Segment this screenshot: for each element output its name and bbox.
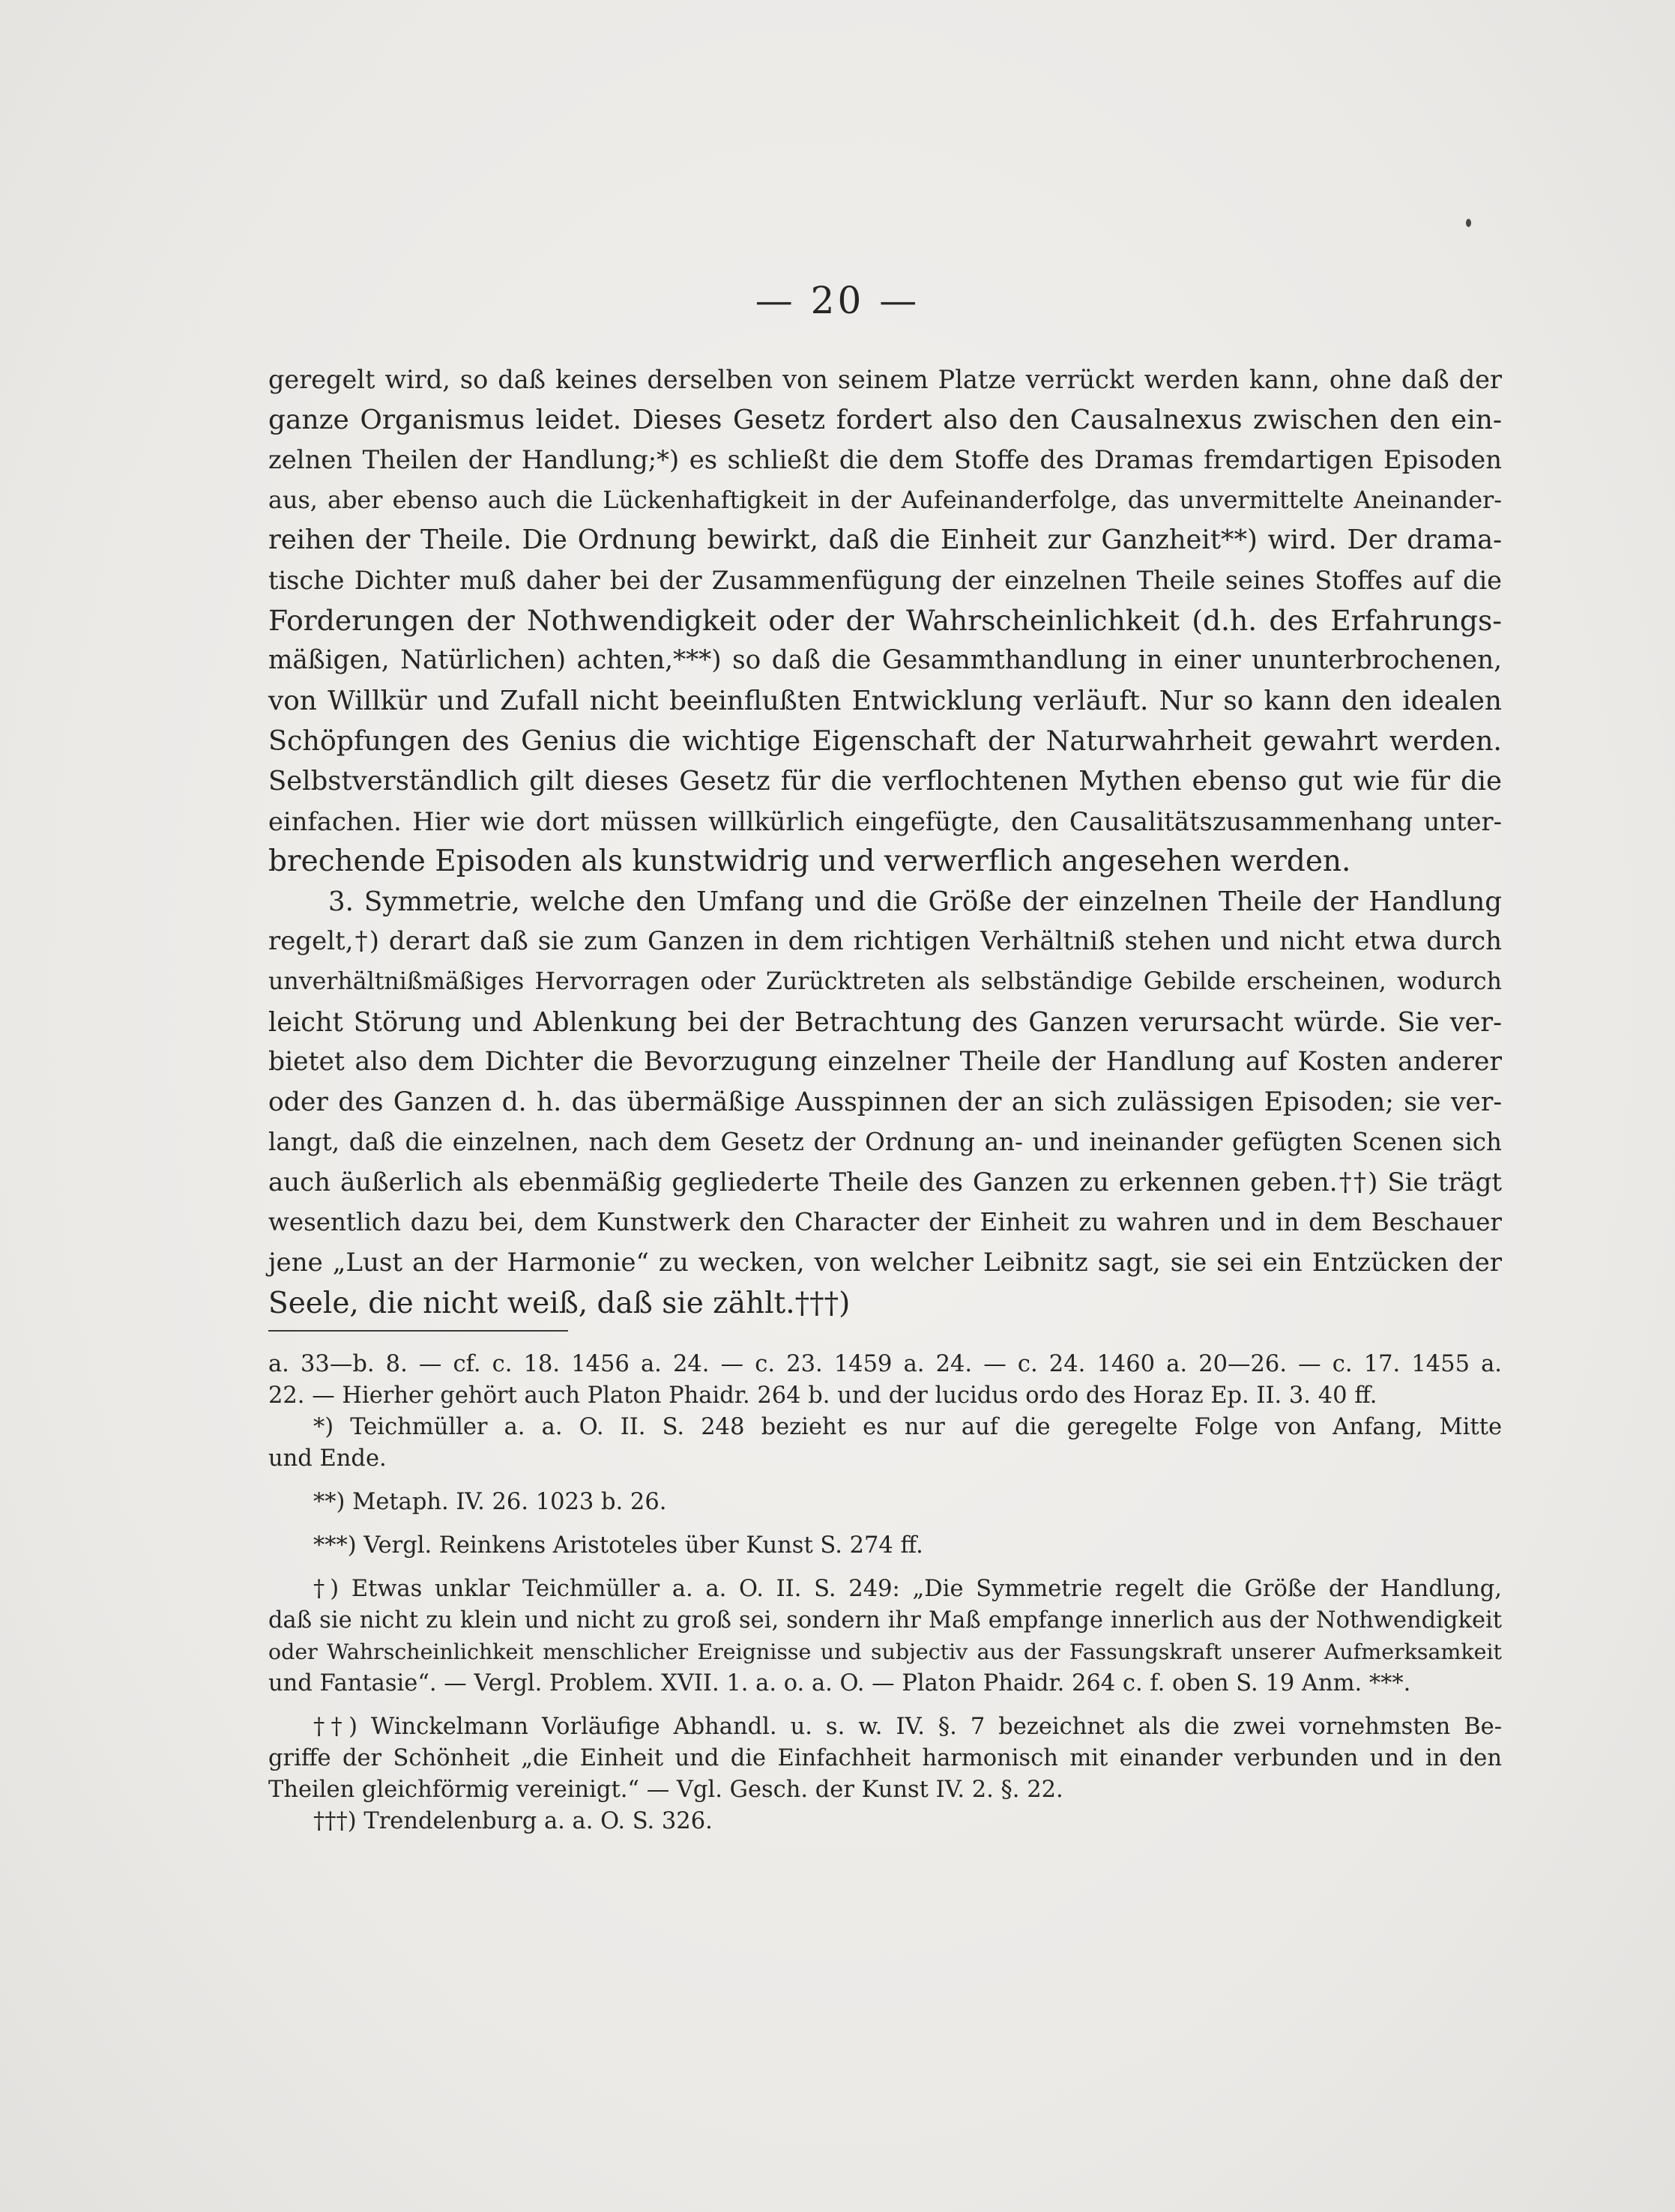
body-line: wesentlich dazu bei, dem Kunstwerk den Character der Einheit zu wahren und in dem Beschauer bbox=[268, 1208, 1502, 1237]
footnote-line: ***) Vergl. Reinkens Aristoteles über Kunst S. 274 ff. bbox=[313, 1532, 923, 1559]
body-line: regelt,†) derart daß sie zum Ganzen in dem richtigen Verhältniß stehen und nicht etwa durch bbox=[268, 926, 1502, 957]
footnote-line: 22. — Hierher gehört auch Platon Phaidr. 264 b. und der lucidus ordo des Horaz Ep. II. 3. 40 ff. bbox=[268, 1382, 1377, 1409]
body-line: Forderungen der Nothwendigkeit oder der Wahrscheinlichkeit (d.h. des Erfahrungs- bbox=[268, 603, 1502, 637]
footnote-line: **) Metaph. IV. 26. 1023 b. 26. bbox=[313, 1489, 667, 1515]
body-line: geregelt wird, so daß keines derselben von seinem Platze verrückt werden kann, ohne daß der bbox=[268, 365, 1502, 394]
footnote-line: Theilen gleichförmig vereinigt.“ — Vgl. Gesch. der Kunst IV. 2. §. 22. bbox=[268, 1777, 1063, 1803]
body-line: leicht Störung und Ablenkung bei der Betrachtung des Ganzen verursacht würde. Sie ver- bbox=[268, 1006, 1502, 1038]
footnote-line: daß sie nicht zu klein und nicht zu groß sei, sondern ihr Maß empfange innerlich aus der Nothwendigkeit bbox=[268, 1607, 1502, 1634]
body-line: Seele, die nicht weiß, daß sie zählt.†††) bbox=[268, 1286, 851, 1320]
footnote-line: und Ende. bbox=[268, 1445, 387, 1472]
footnote-line: *) Teichmüller a. a. O. II. S. 248 bezieht es nur auf die geregelte Folge von Anfang, Mitte bbox=[313, 1414, 1502, 1440]
footnote-line: oder Wahrscheinlichkeit menschlicher Ereignisse und subjectiv aus der Fassungskraft unserer Aufmerksamkeit bbox=[268, 1640, 1502, 1664]
footnote-line: ††) Winckelmann Vorläufige Abhandl. u. s. w. IV. §. 7 bezeichnet als die zwei vornehmsten Be- bbox=[313, 1714, 1502, 1740]
footnote-line: †) Etwas unklar Teichmüller a. a. O. II. S. 249: „Die Symmetrie regelt die Größe der Handlung, bbox=[313, 1576, 1502, 1602]
footnote-line: a. 33—b. 8. — cf. c. 18. 1456 a. 24. — c. 23. 1459 a. 24. — c. 24. 1460 a. 20—26. — c. 17. 1455 a. bbox=[268, 1351, 1502, 1377]
body-line: aus, aber ebenso auch die Lückenhaftigkeit in der Aufeinanderfolge, das unvermittelte Aneinander- bbox=[268, 485, 1502, 514]
body-line: ganze Organismus leidet. Dieses Gesetz fordert also den Causalnexus zwischen den ein- bbox=[268, 404, 1502, 435]
body-line: bietet also dem Dichter die Bevorzugung einzelner Theile der Handlung auf Kosten anderer bbox=[268, 1047, 1502, 1078]
body-line: langt, daß die einzelnen, nach dem Gesetz der Ordnung an- und ineinander gefügten Scenen sich bbox=[268, 1128, 1502, 1157]
body-line: einfachen. Hier wie dort müssen willkürlich eingefügte, den Causalitätszusammenhang unter- bbox=[268, 806, 1502, 836]
body-line: Schöpfungen des Genius die wichtige Eigenschaft der Naturwahrheit gewahrt werden. bbox=[268, 725, 1502, 758]
body-line: von Willkür und Zufall nicht beeinflußten Entwicklung verläuft. Nur so kann den idealen bbox=[268, 685, 1502, 716]
body-line: mäßigen, Natürlichen) achten,***) so daß die Gesammthandlung in einer ununterbrochenen, bbox=[268, 645, 1502, 676]
page-number: — 20 — bbox=[755, 279, 920, 322]
footnote-divider bbox=[268, 1330, 568, 1332]
body-line: zelnen Theilen der Handlung;*) es schließt die dem Stoffe des Dramas fremdartigen Episoden bbox=[268, 445, 1502, 475]
footnotes bbox=[268, 1349, 1502, 1837]
footnote-line: und Fantasie“. — Vergl. Problem. XVII. 1. a. o. a. O. — Platon Phaidr. 264 c. f. oben S. 19 Anm. ***. bbox=[268, 1670, 1411, 1696]
footnote-line: griffe der Schönheit „die Einheit und die Einfachheit harmonisch mit einander verbunden und in den bbox=[268, 1745, 1502, 1771]
body-line: jene „Lust an der Harmonie“ zu wecken, von welcher Leibnitz sagt, sie sei ein Entzücken der bbox=[268, 1248, 1502, 1278]
body-line: oder des Ganzen d. h. das übermäßige Ausspinnen der an sich zulässigen Episoden; sie ver- bbox=[268, 1087, 1502, 1117]
body-line: 3. Symmetrie, welche den Umfang und die Größe der einzelnen Theile der Handlung bbox=[328, 886, 1502, 917]
body-line: unverhältnißmäßiges Hervorragen oder Zurücktreten als selbständige Gebilde erscheinen, wodurch bbox=[268, 967, 1502, 995]
body-line: tische Dichter muß daher bei der Zusammenfügung der einzelnen Theile seines Stoffes auf die bbox=[268, 565, 1502, 595]
body-line: Selbstverständlich gilt dieses Gesetz für die verflochtenen Mythen ebenso gut wie für die bbox=[268, 765, 1502, 797]
body-line: reihen der Theile. Die Ordnung bewirkt, daß die Einheit zur Ganzheit**) wird. Der drama- bbox=[268, 525, 1502, 556]
body-line: auch äußerlich als ebenmäßig gegliederte Theile des Ganzen zu erkennen geben.††) Sie trägt bbox=[268, 1167, 1502, 1197]
body-line: brechende Episoden als kunstwidrig und verwerflich angesehen werden. bbox=[268, 844, 1351, 879]
footnote-line: †††) Trendelenburg a. a. O. S. 326. bbox=[313, 1808, 713, 1834]
main-text bbox=[268, 360, 1502, 1323]
ink-speck bbox=[1466, 219, 1471, 227]
